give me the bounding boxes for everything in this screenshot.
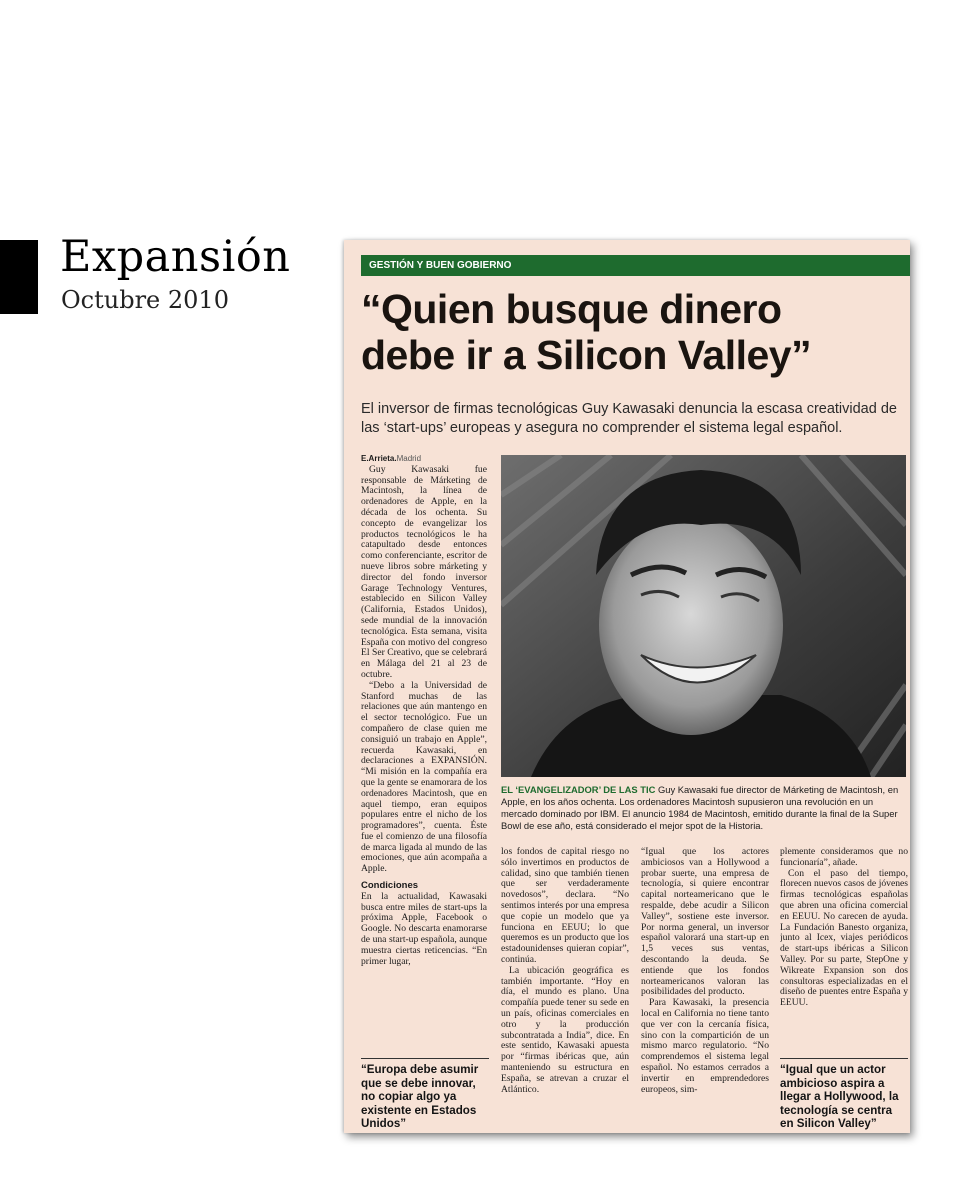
byline-place: Madrid (396, 454, 422, 463)
article-column-3 (641, 847, 769, 1133)
publication-name: Expansión (60, 232, 291, 282)
paragraph: La ubicación geográfica es también importante. “Hoy en día, el mundo es plano. Una compañía puede tener su sede en un país, oficinas comerciales en otro y la producción subcontratada a India”, dice. En este sentido, Kawasaki apuesta por “firmas ibéricas que, aún manteniendo su estructura en España, se atrevan a cruzar el Atlántico. (501, 964, 629, 1095)
article-column-1 (361, 454, 487, 1044)
paragraph: “Igual que los actores ambiciosos van a Hollywood a probar suerte, una empresa de tecnología, si quiere encontrar capital norteamericano que le respalde, debe acudir a Silicon Valley”, sostiene este inversor. Por norma general, un inversor español valorará una start-up en 1,5 veces sus ventas, descontando la deuda. Se entiende que los fondos norteamericanos valoran las posibilidades del producto. (641, 847, 769, 998)
paragraph: los fondos de capital riesgo no sólo invertimos en productos de calidad, sino que también tienen que ser verdaderamente novedosos”, declara. “No sentimos interés por una empresa que copie un modelo que ya funciona en EEUU; lo que queremos es un producto que los estadounidenses quieran copiar”, continúa. (501, 847, 629, 965)
paragraph: En la actualidad, Kawasaki busca entre miles de start-ups la próxima Apple, Facebook o Google. No descarta enamorarse de una start-up española, aunque muestra ciertas reticencias. “En primer lugar, (361, 890, 487, 967)
caption-title: EL ‘EVANGELIZADOR’ DE LAS TIC (501, 784, 656, 795)
portrait-photo (501, 455, 906, 777)
portrait-illustration (501, 455, 906, 777)
publication-marker-bar (0, 240, 38, 314)
article-column-2 (501, 847, 629, 1133)
paragraph: Para Kawasaki, la presencia local en California no tiene tanto que ver con la cercanía física, sino con la compartición de un mismo marco regulatorio. “No comprendemos el sistema legal español. No estamos cerrados a invertir en emprendedores europeos, sim- (641, 997, 769, 1095)
article-column-4 (780, 847, 908, 1052)
publication-date: Octubre 2010 (61, 286, 229, 314)
paragraph: plemente consideramos que no funcionaría”, añade. (780, 847, 908, 868)
paragraph: “Debo a la Universidad de Stanford muchas de las relaciones que aún mantengo en el sector tecnológico. Fue un compañero de clase quien me consiguió un trabajo en Apple”, recuerda Kawasaki, en declaraciones a EXPANSIÓN. “Mi misión en la compañía era que la gente se enamorara de los ordenadores Macintosh, que en aquel tiempo, eran equipos populares entre el nicho de los programadores”, cuenta. Éste fue el comienzo de una filosofía de marca ligada al mundo de las emociones, que aún acompaña a Apple. (361, 679, 487, 875)
article-subtitle: Condiciones (361, 880, 419, 892)
pull-quote-2: “Igual que un actor ambicioso aspira a llegar a Hollywood, la tecnología se centra en Silicon Valley” (780, 1058, 908, 1131)
subheadline: El inversor de firmas tecnológicas Guy Kawasaki denuncia la escasa creatividad de las ‘start-ups’ europeas y asegura no comprender el sistema legal español. (361, 401, 897, 436)
section-label: GESTIÓN Y BUEN GOBIERNO (361, 255, 910, 276)
byline-author: E.Arrieta. (361, 454, 397, 463)
newspaper-clipping (344, 240, 910, 1133)
photo-caption (501, 784, 906, 832)
headline-line-1: “Quien busque dinero (361, 286, 782, 332)
paragraph: Con el paso del tiempo, florecen nuevos casos de jóvenes firmas tecnológicas españolas que abren una oficina comercial en EEUU. No carecen de ayuda. La Fundación Banesto organiza, junto al Icex, viajes periódicos de start-ups ibéricas a Silicon Valley. Por su parte, StepOne y Wikreate Expansion son dos consultoras especializadas en el diseño de puentes entre España y EEUU. (780, 867, 908, 1009)
headline (361, 286, 901, 378)
caption-text: Guy Kawasaki fue director de Márketing de Macintosh, en Apple, en los años ochenta. Los ordenadores Macintosh supusieron una revolución en un mercado dominado por IBM. El anuncio 1984 de Macintosh, emitido durante la final de la Super Bowl de ese año, está considerado el mejor spot de la Historia. (501, 784, 899, 831)
pull-quote-1: “Europa debe asumir que se debe innovar, no copiar algo ya existente en Estados Unidos” (361, 1058, 489, 1131)
headline-line-2: debe ir a Silicon Valley” (361, 332, 812, 378)
paragraph: Guy Kawasaki fue responsable de Márketing de Macintosh, la línea de ordenadores de Apple, en la década de los ochenta. Su concepto de evangelizar los productos tecnológicos le ha catapultado desde entonces como conferenciante, escritor de nueve libros sobre márketing y director del fondo inversor Garage Technology Ventures, establecido en Silicon Valley (California, Estados Unidos), sede mundial de la innovación tecnológica. Esta semana, visita España con motivo del congreso El Ser Creativo, que se celebrará en Málaga del 21 al 23 de octubre. (361, 463, 487, 680)
